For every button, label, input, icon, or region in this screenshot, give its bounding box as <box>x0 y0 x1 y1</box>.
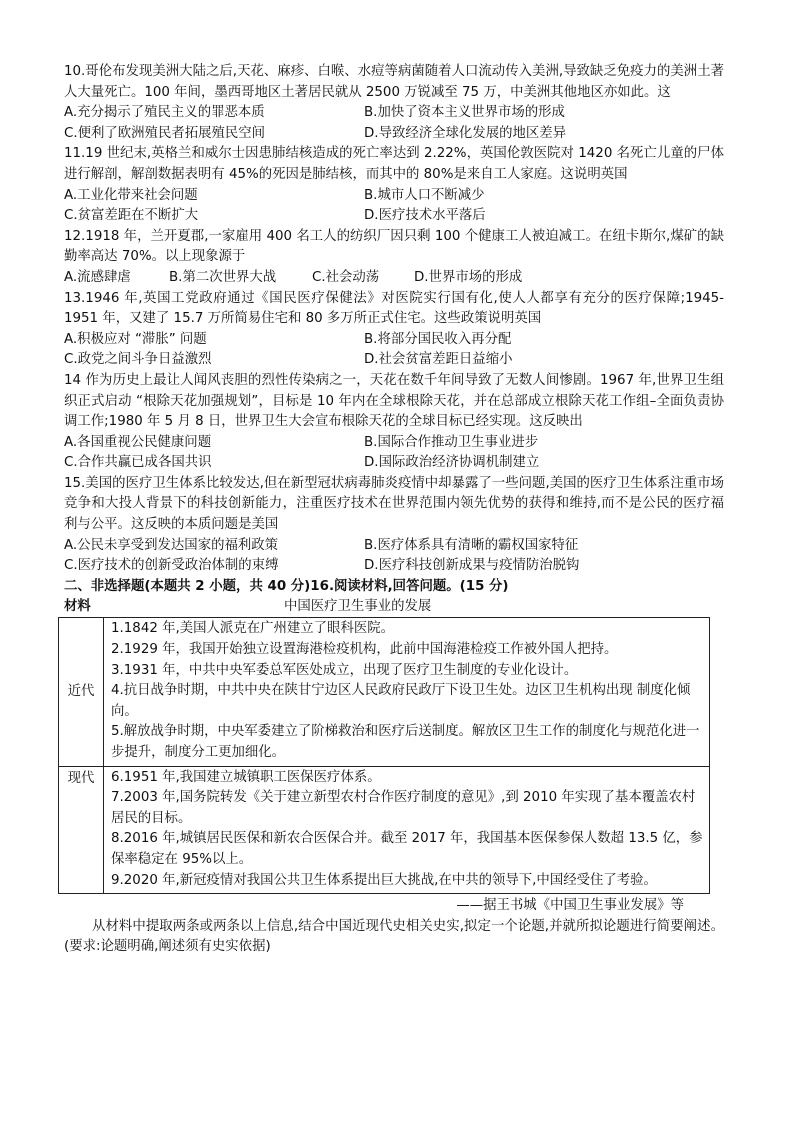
question-10 <box>64 62 724 144</box>
list-item: 1.1842 年,美国人派克在广州建立了眼科医院。 <box>111 621 395 637</box>
question-11-stem: 11.19 世纪末,英格兰和威尔士因患肺结核造成的死亡率达到 2.22%，英国伦敦医院对 1420 名死亡儿童的尸体进行解剖，解剖数据表明有 45%的死因是肺结核，而其中的 80%是来自工人家庭。这说明英国 <box>64 146 724 182</box>
list-item: 8.2016 年,城镇居民医保和新农合医保合并。截至 2017 年，我国基本医保参保人数超 13.5 亿，参保率稳定在 95%以上。 <box>111 831 703 867</box>
question-15-options <box>64 536 724 577</box>
part-two-heading: 二、非选择题(本题共 2 小题，共 40 分)16.阅读材料,回答问题。(15 分) <box>64 578 509 594</box>
question-12-options <box>64 268 724 289</box>
list-item: 3.1931 年，中共中央军委总军医处成立，出现了医疗卫生制度的专业化设计。 <box>111 662 578 678</box>
question-14-stem: 14 作为历史上最让人闻风丧胆的烈性传染病之一，天花在数千年间导致了无数人间惨剧。1967 年,世界卫生组织正式启动 “根除天花加强规划”，目标是 10 年内在全球根除天花，并在总部成立根除天花工作组–全面负责协调工作;1980 年 5 月 8 日，世界卫生大会宣布根除天花的全球目标已经实现。这反映出 <box>64 372 724 430</box>
option-a[interactable]: A.公民未享受到发达国家的福利政策 <box>64 537 279 553</box>
option-d[interactable]: D.国际政治经济协调机制建立 <box>364 455 540 471</box>
option-a[interactable]: A.流感肆虐 <box>64 269 131 285</box>
material-table <box>58 617 710 894</box>
option-a[interactable]: A.工业化带来社会问题 <box>64 187 198 203</box>
option-c[interactable]: C.社会动荡 <box>312 269 380 285</box>
option-c[interactable]: C.贫富差距在不断扩大 <box>64 208 199 224</box>
question-12-stem: 12.1918 年，兰开夏郡,一家雇用 400 名工人的纺织厂因只剩 100 个健康工人被迫减工。在纽卡斯尔,煤矿的缺勤率高达 70%。以上现象源于 <box>64 228 724 265</box>
material-source: ——据王书城《中国卫生事业发展》等 <box>456 898 684 914</box>
question-10-options <box>64 103 724 144</box>
option-a[interactable]: A.各国重视公民健康问题 <box>64 434 212 450</box>
option-c[interactable]: C.合作共赢已成各国共识 <box>64 455 212 471</box>
question-13 <box>64 289 724 371</box>
option-d[interactable]: D.世界市场的形成 <box>414 269 523 285</box>
list-item: 5.解放战争时期，中央军委建立了阶梯救治和医疗后送制度。解放区卫生工作的制度化与规范化进一步提升，制度分工更加细化。 <box>111 724 700 760</box>
option-c[interactable]: C.医疗技术的创新受政治体制的束缚 <box>64 558 279 574</box>
question-16-prompt: 从材料中提取两条或两条以上信息,结合中国近现代史相关史实,拟定一个论题,并就所拟论题进行简要阐述。(要求:论题明确,阐述须有史实依据) <box>64 918 724 955</box>
option-b[interactable]: B.加快了资本主义世界市场的形成 <box>364 105 565 121</box>
material-header <box>64 597 724 617</box>
option-b[interactable]: B.城市人口不断减少 <box>364 187 485 203</box>
question-14 <box>64 371 724 474</box>
option-d[interactable]: D.导致经济全球化发展的地区差异 <box>364 125 567 141</box>
exam-content <box>64 62 724 958</box>
list-item: 9.2020 年,新冠疫情对我国公共卫生体系提出巨大挑战,在中共的领导下,中国经受住了考验。 <box>111 872 657 888</box>
question-15 <box>64 474 724 577</box>
question-14-options <box>64 433 724 474</box>
option-a[interactable]: A.积极应对 “滞胀” 问题 <box>64 331 207 347</box>
option-d[interactable]: D.医疗科技创新成果与疫情防治脱钩 <box>364 558 580 574</box>
question-11-options <box>64 186 724 227</box>
table-row-current <box>59 766 710 894</box>
option-b[interactable]: B.医疗体系具有清晰的霸权国家特征 <box>364 537 579 553</box>
option-b[interactable]: B.国际合作推动卫生事业进步 <box>364 434 539 450</box>
current-items-cell <box>104 766 710 894</box>
option-d[interactable]: D.医疗技术水平落后 <box>364 208 486 224</box>
list-item: 6.1951 年,我国建立城镇职工医保医疗体系。 <box>111 769 381 785</box>
option-c[interactable]: C.便利了欧洲殖民者拓展殖民空间 <box>64 125 266 141</box>
option-a[interactable]: A.充分揭示了殖民主义的罪恶本质 <box>64 105 265 121</box>
option-d[interactable]: D.社会贫富差距日益缩小 <box>364 352 513 368</box>
table-row-modern <box>59 618 710 766</box>
option-b[interactable]: B.第二次世界大战 <box>169 269 277 285</box>
question-15-stem: 15.美国的医疗卫生体系比较发达,但在新型冠状病毒肺炎疫情中却暴露了一些问题,美国的医疗卫生体系注重市场竞争和大投人背景下的科技创新能力，注重医疗技术在世界范围内领先优势的获得和维持,而不是公民的医疗福利与公平。这反映的本质问题是美国 <box>64 475 724 533</box>
list-item: 4.抗日战争时期，中共中央在陕甘宁边区人民政府民政厅下设卫生处。边区卫生机构出现 制度化倾向。 <box>111 683 691 719</box>
option-c[interactable]: C.政党之间斗争日益激烈 <box>64 352 212 368</box>
era-label-current: 现代 <box>59 766 104 894</box>
question-13-stem: 13.1946 年,英国工党政府通过《国民医疗保健法》对医院实行国有化,使人人都享有充分的医疗保障;1945-1951 年，又建了 15.7 万所简易住宅和 80 多万所正式住宅。这些政策说明英国 <box>64 290 724 327</box>
question-13-options <box>64 330 724 371</box>
option-b[interactable]: B.将部分国民收入再分配 <box>364 331 512 347</box>
material-label: 材料 <box>64 599 91 615</box>
list-item: 7.2003 年,国务院转发《关于建立新型农村合作医疗制度的意见》,到 2010 年实现了基本覆盖农村居民的目标。 <box>111 790 696 826</box>
question-11 <box>64 144 724 226</box>
list-item: 2.1929 年，我国开始独立设置海港检疫机构，此前中国海港检疫工作被外国人把持。 <box>111 642 618 658</box>
question-10-stem: 10.哥伦布发现美洲大陆之后,天花、麻疹、白喉、水痘等病菌随着人口流动传入美洲,导致缺乏免疫力的美洲土著人大量死亡。100 年间，墨西哥地区土著居民就从 2500 万锐减至 75 万，中美洲其他地区亦如此。这 <box>64 64 724 100</box>
question-12 <box>64 227 724 289</box>
modern-items-cell <box>104 618 710 766</box>
material-title: 中国医疗卫生事业的发展 <box>284 599 432 615</box>
era-label-modern: 近代 <box>59 618 104 766</box>
